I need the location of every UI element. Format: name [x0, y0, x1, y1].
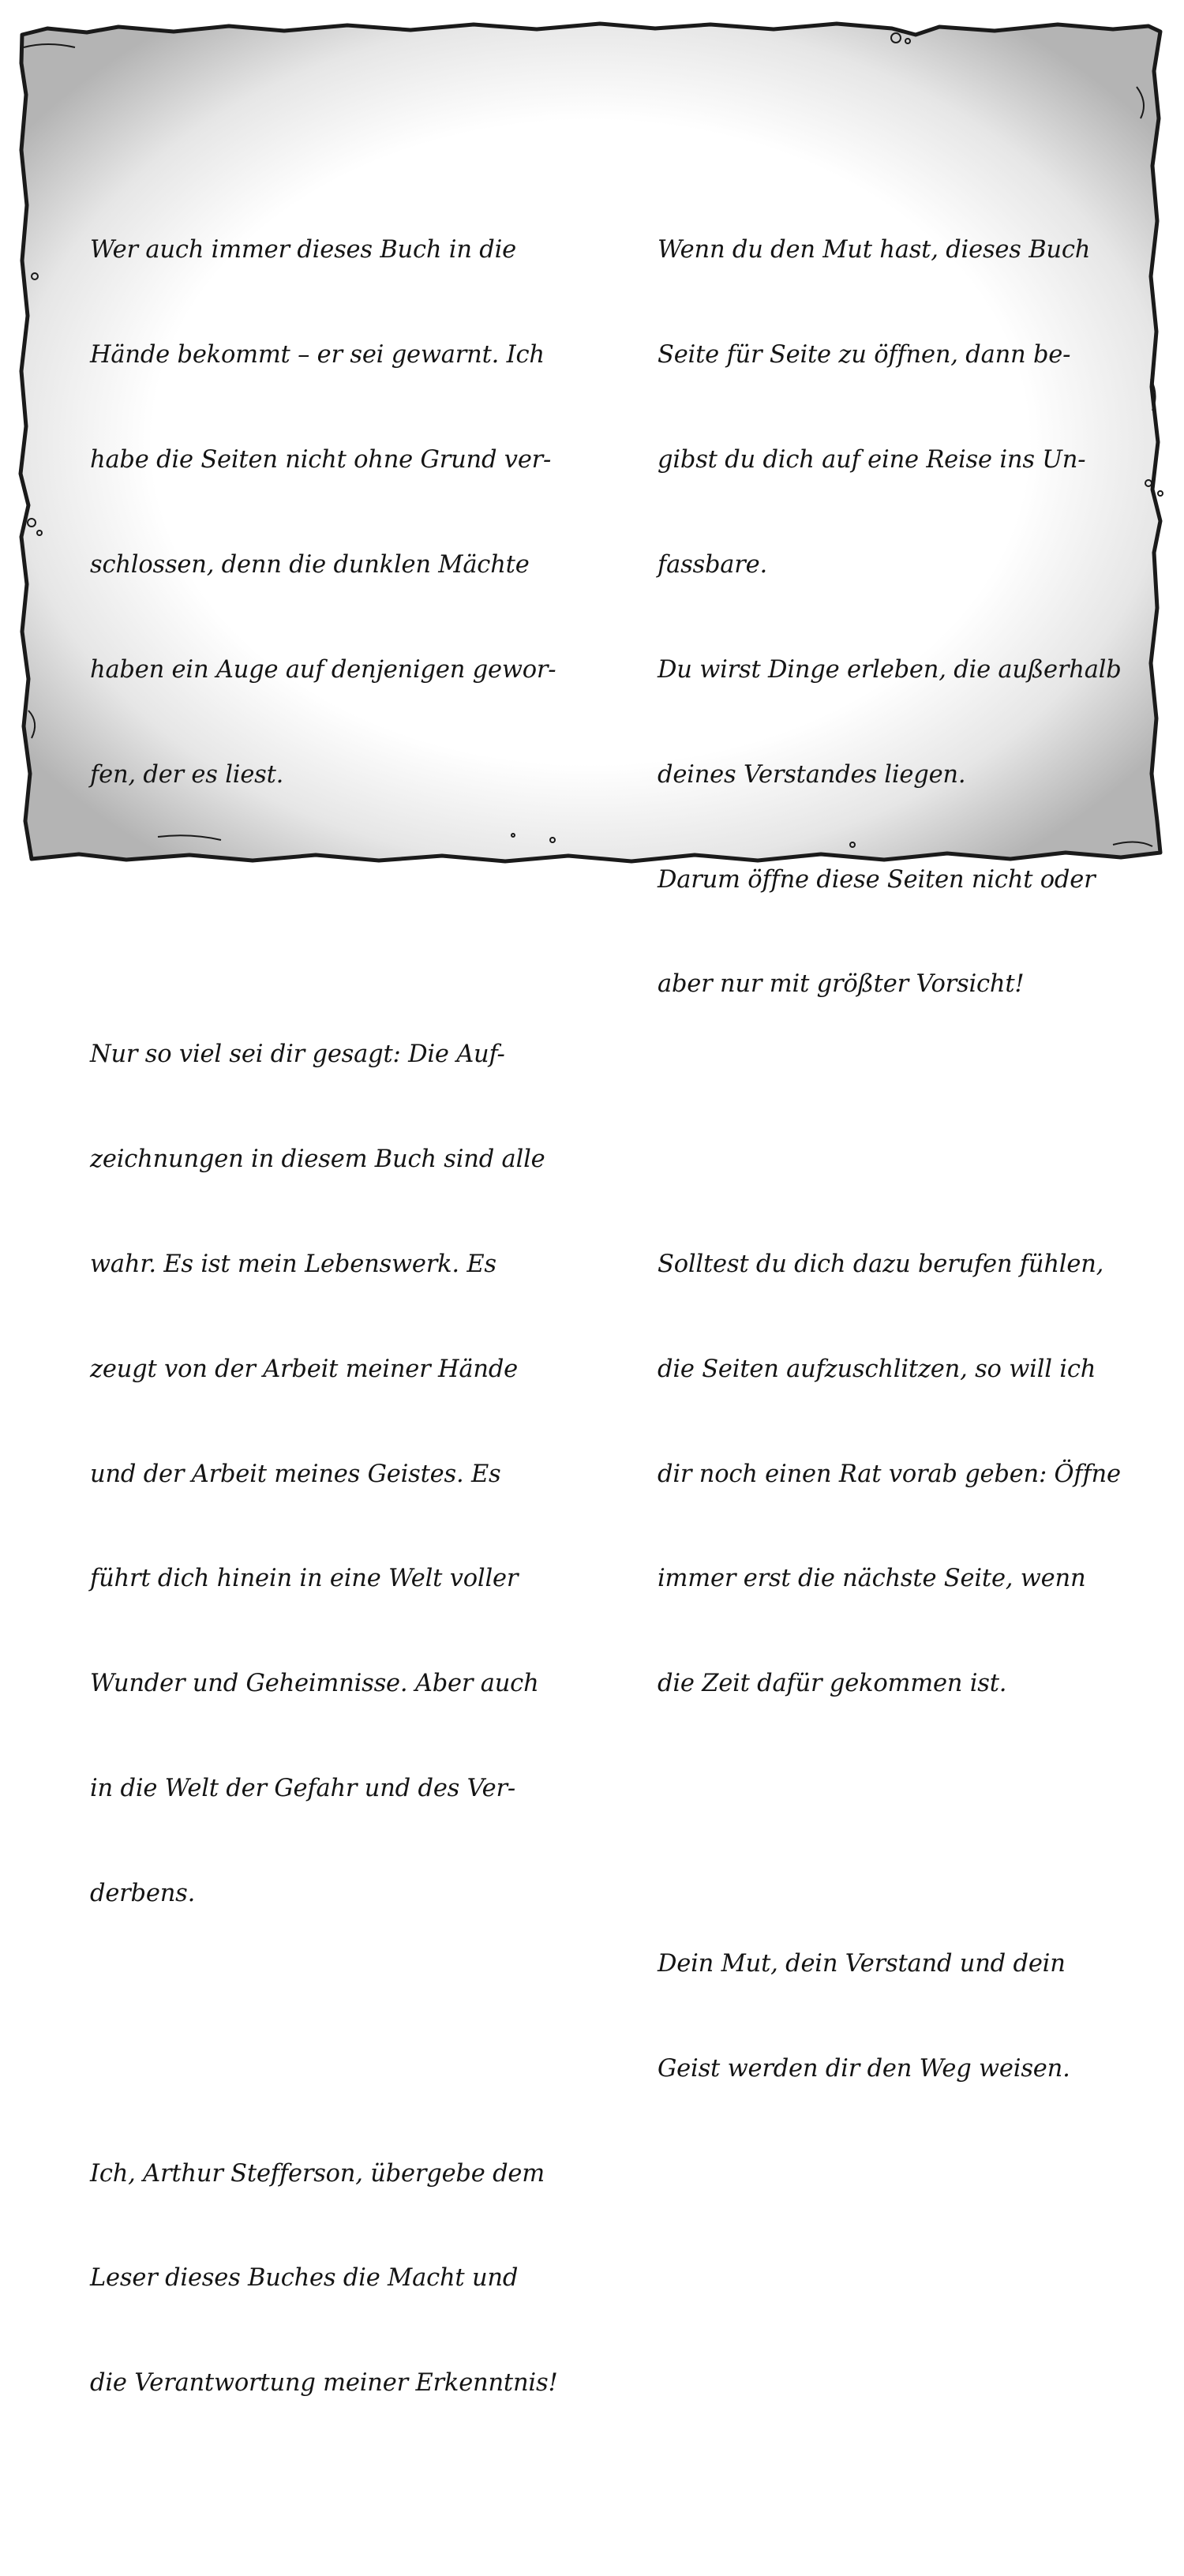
- text-line: und der Arbeit meines Geistes. Es: [90, 1460, 501, 1488]
- text-line: schlossen, denn die dunklen Mächte: [90, 550, 530, 579]
- text-line: fassbare.: [658, 550, 768, 579]
- text-line: Hände bekommt – er sei gewarnt. Ich: [90, 341, 545, 369]
- text-line: fen, der es liest.: [90, 760, 284, 789]
- text-line: Geist werden dir den Weg weisen.: [658, 2054, 1070, 2083]
- paragraph: [658, 1177, 1131, 1772]
- text-line: deines Verstandes liegen.: [658, 760, 966, 789]
- text-line: Wunder und Geheimnisse. Aber auch: [90, 1670, 539, 1698]
- paragraph: [90, 163, 564, 863]
- text-line: Darum öffne diese Seiten nicht oder: [658, 865, 1096, 894]
- text-line: Wer auch immer dieses Buch in die: [90, 236, 517, 264]
- text-line: Leser dieses Buches die Macht und: [90, 2264, 519, 2293]
- right-text-column: [658, 93, 1131, 2261]
- text-line: die Zeit dafür gekommen ist.: [658, 1670, 1007, 1698]
- text-line: zeichnungen in diesem Buch sind alle: [90, 1145, 545, 1173]
- paragraph: [90, 2087, 564, 2471]
- text-line: aber nur mit größter Vorsicht!: [658, 970, 1025, 999]
- text-line: in die Welt der Gefahr und des Ver-: [90, 1775, 515, 1803]
- text-line: Solltest du dich dazu berufen fühlen,: [658, 1250, 1104, 1278]
- text-line: Ich, Arthur Stefferson, übergebe dem: [90, 2159, 545, 2188]
- text-line: Dein Mut, dein Verstand und dein: [658, 1949, 1066, 1978]
- text-line: gibst du dich auf eine Reise ins Un-: [658, 445, 1086, 474]
- text-line: führt dich hinein in eine Welt voller: [90, 1565, 519, 1593]
- text-line: immer erst die nächste Seite, wenn: [658, 1565, 1086, 1593]
- paragraph: [90, 967, 564, 1982]
- text-line: zeugt von der Arbeit meiner Hände: [90, 1355, 518, 1383]
- text-line: Wenn du den Mut hast, dieses Buch: [658, 236, 1091, 264]
- text-line: Du wirst Dinge erleben, die außerhalb: [658, 655, 1122, 684]
- left-text-column: [90, 93, 564, 2576]
- paragraph: [658, 163, 1131, 1073]
- text-line: Seite für Seite zu öffnen, dann be-: [658, 341, 1071, 369]
- text-line: derbens.: [90, 1880, 196, 1908]
- text-line: dir noch einen Rat vorab geben: Öffne: [658, 1460, 1121, 1488]
- text-line: die Verantwortung meiner Erkenntnis!: [90, 2369, 558, 2398]
- text-line: wahr. Es ist mein Lebenswerk. Es: [90, 1250, 496, 1278]
- text-line: die Seiten aufzuschlitzen, so will ich: [658, 1355, 1096, 1383]
- text-line: Nur so viel sei dir gesagt: Die Auf-: [90, 1041, 505, 1069]
- paragraph: [658, 1877, 1131, 2156]
- text-line: haben ein Auge auf denjenigen gewor-: [90, 655, 556, 684]
- text-line: habe die Seiten nicht ohne Grund ver-: [90, 445, 552, 474]
